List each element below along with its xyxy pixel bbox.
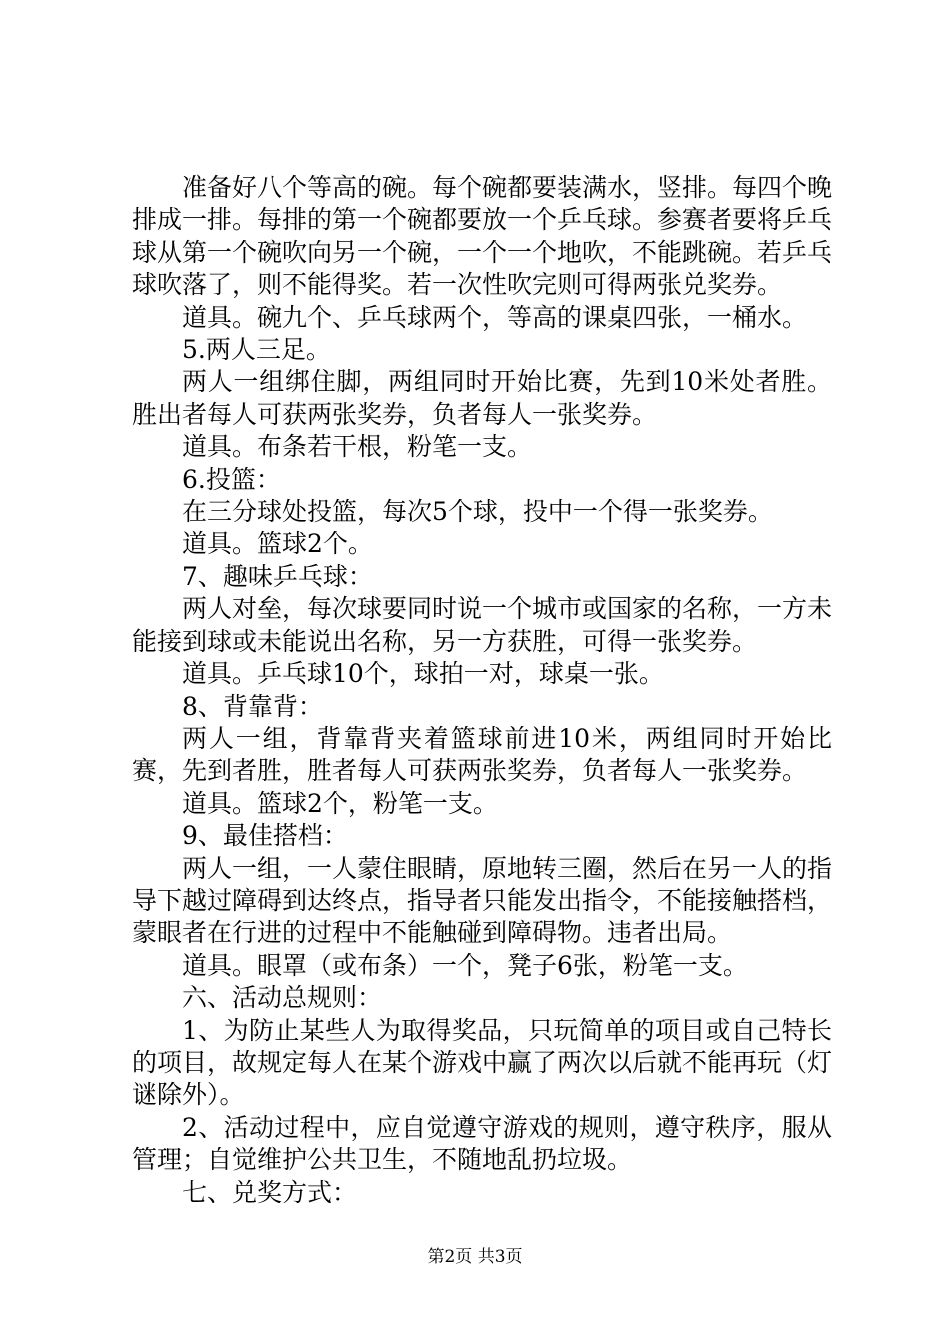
paragraph: 6.投篮：: [182, 464, 281, 494]
paragraph: 准备好八个等高的碗。每个碗都要装满水，竖排。每四个晚排成一排。每排的第一个碗都要放一个乒乓球。参赛者要将乒乓球从第一个碗吹向另一个碗，一个一个地吹，不能跳碗。若乒乓球吹落了，则不能得奖。若一次性吹完则可得两张兑奖券。: [132, 173, 833, 300]
paragraph: 道具。乒乓球10个，球拍一对，球桌一张。: [182, 659, 664, 689]
paragraph: 七、兑奖方式：: [182, 1177, 358, 1207]
page-number-label: 第2页 共3页: [427, 1247, 523, 1267]
document-body: [132, 172, 832, 1209]
paragraph: 1、为防止某些人为取得奖品，只玩简单的项目或自己特长的项目，故规定每人在某个游戏中赢了两次以后就不能再玩（灯谜除外）。: [132, 1015, 833, 1110]
paragraph: 2、活动过程中，应自觉遵守游戏的规则，遵守秩序，服从管理；自觉维护公共卫生，不随地乱扔垃圾。: [132, 1112, 832, 1175]
paragraph: 道具。眼罩（或布条）一个，凳子6张，粉笔一支。: [182, 950, 748, 980]
paragraph: 两人一组绑住脚，两组同时开始比赛，先到10米处者胜。胜出者每人可获两张奖券，负者每人一张奖券。: [132, 367, 832, 429]
paragraph: 7、趣味乒乓球：: [182, 561, 373, 591]
paragraph: 道具。篮球2个。: [182, 529, 373, 559]
paragraph: 8、背靠背：: [182, 691, 323, 721]
paragraph: 两人对垒，每次球要同时说一个城市或国家的名称，一方未能接到球或未能说出名称，另一方获胜，可得一张奖券。: [132, 594, 833, 656]
paragraph: 道具。篮球2个，粉笔一支。: [182, 788, 498, 818]
paragraph: 9、最佳搭档：: [182, 821, 348, 851]
paragraph: 5.两人三足。: [182, 335, 331, 365]
paragraph: 道具。碗九个、乒乓球两个，等高的课桌四张，一桶水。: [182, 302, 808, 332]
page-footer: [0, 1242, 950, 1267]
paragraph: 六、活动总规则：: [182, 983, 383, 1013]
paragraph: 两人一组，背靠背夹着篮球前进10米，两组同时开始比赛，先到者胜，胜者每人可获两张奖券，负者每人一张奖券。: [132, 723, 832, 786]
paragraph: 两人一组，一人蒙住眼睛，原地转三圈，然后在另一人的指导下越过障碍到达终点，指导者只能发出指令，不能接触搭档，蒙眼者在行进的过程中不能触碰到障碍物。违者出局。: [132, 853, 833, 948]
paragraph: 在三分球处投篮，每次5个球，投中一个得一张奖券。: [182, 497, 773, 527]
paragraph: 道具。布条若干根，粉笔一支。: [182, 432, 533, 462]
